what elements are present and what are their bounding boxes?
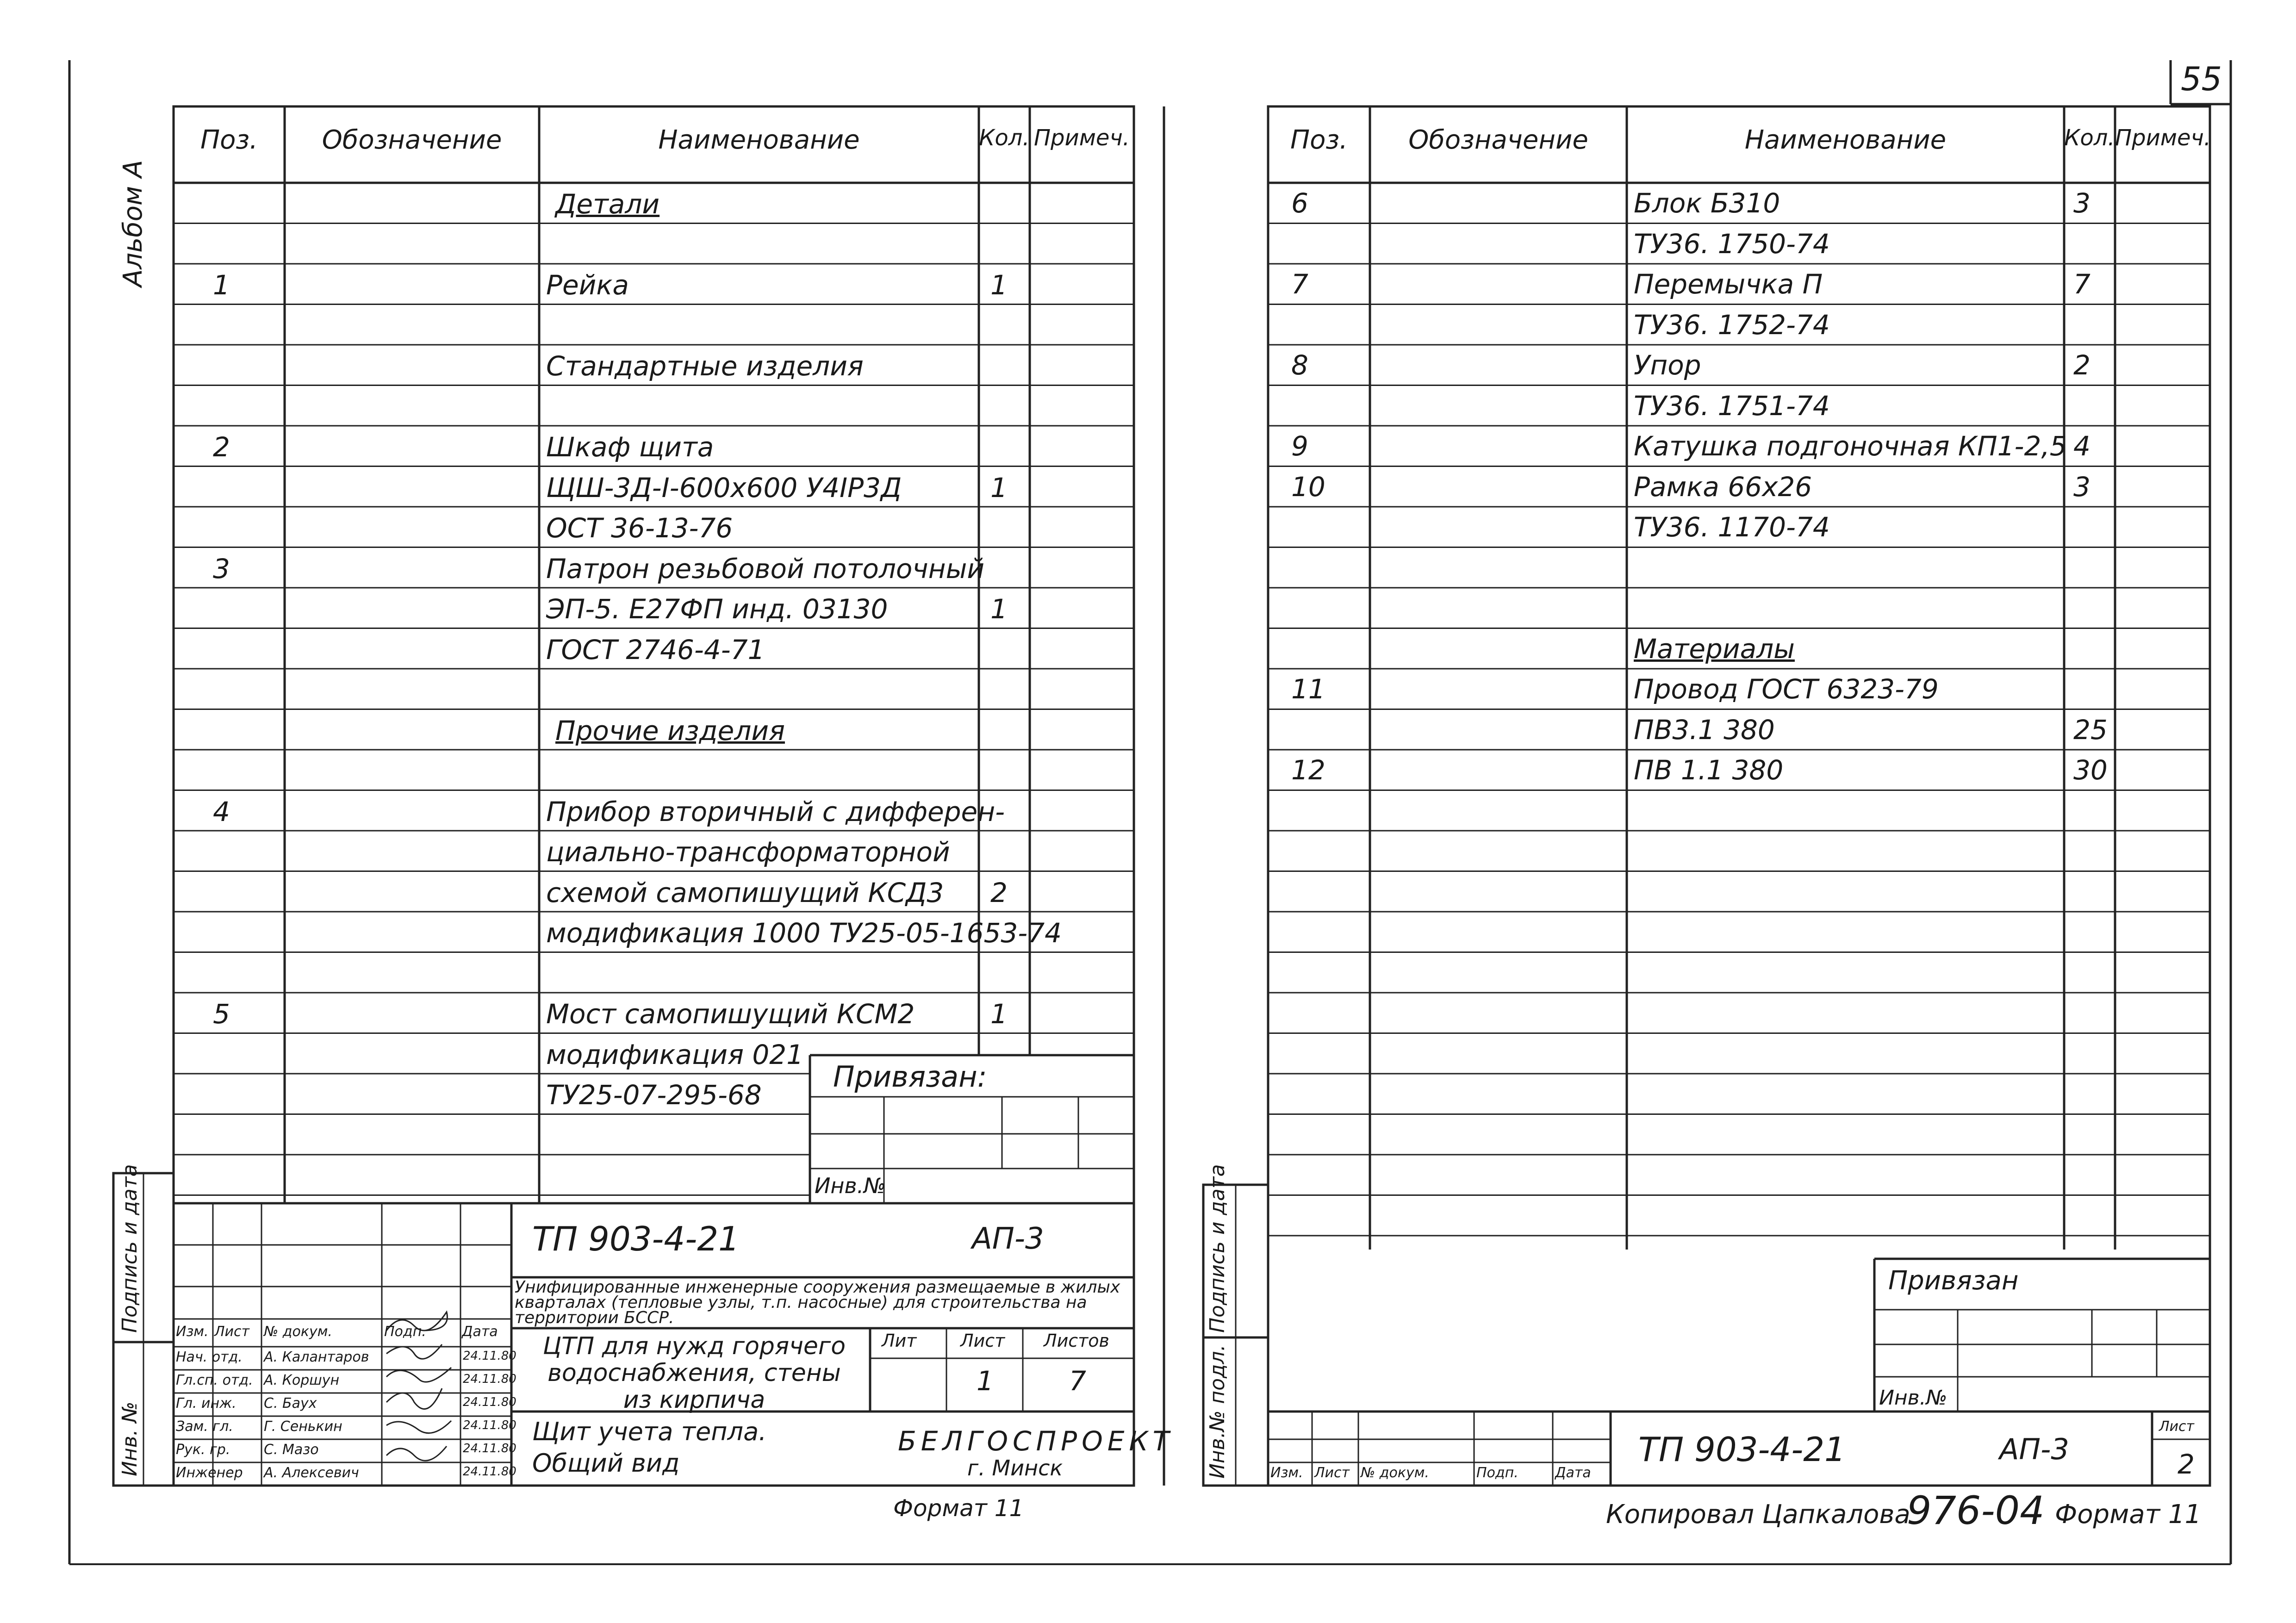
right-header-name: Наименование [1744,125,1947,155]
stamp-column-header: Лист [1314,1465,1350,1481]
left-stamp-city: г. Минск [967,1455,1063,1480]
table-row-qty: 2 [2073,349,2091,381]
right-side-label-signature: Подпись и дата [1206,1164,1229,1333]
table-row-name: Перемычка П [1634,268,1823,300]
table-row-name: ТУ36. 1751-74 [1634,390,1830,422]
right-privyazan-label: Привязан [1888,1266,2019,1296]
left-stamp-sheet-code: АП-3 [972,1222,1044,1256]
signer-role: Гл.сп. отд. [176,1372,253,1388]
table-row-pos: 10 [1291,471,1325,503]
left-header-designation: Обозначение [322,125,502,155]
left-stamp-drawing-title: Щит учета тепла. Общий вид [532,1417,767,1478]
stamp-column-header: Лист [214,1324,250,1340]
left-stamp-description: Унифицированные инженерные сооружения размещаемые в жилых кварталах (тепловые узлы, т.п. насосные) для строительства на территории БССР. [515,1278,1120,1327]
left-side-label-inv: Инв. № [118,1401,142,1476]
right-stamp-list-value: 2 [2178,1449,2195,1480]
table-row-pos: 5 [213,998,230,1030]
table-row-qty: 3 [2073,471,2091,503]
signer-date: 24.11.80 [463,1372,516,1386]
table-row-pos: 12 [1291,754,1325,786]
left-header-pos: Поз. [200,125,258,155]
table-row-name: ЩШ-3Д-I-600х600 У4IР3Д [546,472,902,504]
left-header-name: Наименование [658,125,860,155]
table-row-name: Провод ГОСТ 6323-79 [1634,673,1939,705]
table-row-pos: 2 [213,431,230,463]
table-row-name: ЭП-5. Е27ФП инд. 03130 [546,593,888,625]
signer-name: Г. Сенькин [264,1418,342,1435]
right-header-pos: Поз. [1290,125,1348,155]
table-row-name: Прибор вторичный с дифферен- [546,796,1005,827]
left-stamp-lit-label: Лит [882,1331,917,1351]
table-row-name: Патрон резьбовой потолочный [546,553,985,585]
table-row-name: Рамка 66х26 [1634,471,1812,503]
table-row-pos: 4 [213,796,230,827]
stamp-column-header: № докум. [1361,1465,1429,1481]
table-row-name: Шкаф щита [546,431,714,463]
stamp-column-header: Подп. [384,1324,426,1340]
table-row-pos: 7 [1291,268,1308,300]
table-row-name: ПВ 1.1 380 [1634,754,1784,786]
table-row-name: Катушка подгоночная КП1-2,5 [1634,430,2067,462]
signer-role: Нач. отд. [176,1349,243,1365]
table-row-qty: 1 [990,269,1008,301]
left-header-qty: Кол. [979,125,1030,151]
table-row-qty: 4 [2073,430,2091,462]
table-row-name: ОСТ 36-13-76 [546,512,733,544]
table-row-qty: 1 [990,593,1008,625]
right-header-note: Примеч. [2115,125,2211,151]
table-row-name: Материалы [1634,633,1795,665]
stamp-column-header: Изм. [176,1324,209,1340]
left-stamp-organization: БЕЛГОСПРОЕКТ [898,1425,1174,1457]
right-stamp-code: ТП 903-4-21 [1638,1430,1846,1469]
left-stamp-list-value: 1 [977,1365,994,1397]
stamp-column-header: Дата [1555,1465,1591,1481]
table-row-name: модификация 021 [546,1038,804,1070]
signer-date: 24.11.80 [463,1395,516,1409]
signer-date: 24.11.80 [463,1442,516,1455]
signer-name: С. Мазо [264,1442,319,1458]
table-row-name: ТУ36. 1170-74 [1634,511,1830,543]
signer-name: С. Баух [264,1395,317,1412]
table-row-name: ТУ25-07-295-68 [546,1079,762,1111]
table-row-name: Детали [555,188,660,220]
left-stamp-listov-value: 7 [1069,1365,1086,1397]
table-row-name: циально-трансформаторной [546,836,950,868]
stamp-column-header: № докум. [264,1324,332,1340]
right-stamp-list-label: Лист [2159,1418,2195,1435]
table-row-name: ПВ3.1 380 [1634,714,1775,746]
footer-left-format: Формат 11 [893,1495,1024,1522]
footer-copied-by: Копировал Цапкалова [1606,1499,1910,1530]
stamp-column-header: Подп. [1476,1465,1518,1481]
table-row-qty: 1 [990,472,1008,504]
left-header-note: Примеч. [1033,125,1130,151]
right-stamp-sheet-code: АП-3 [1999,1432,2069,1466]
signer-role: Инженер [176,1465,243,1481]
table-row-name: Прочие изделия [555,715,785,746]
signer-role: Зам. гл. [176,1418,233,1435]
left-inv-no-label: Инв.№ [815,1173,886,1198]
stamp-column-header: Дата [462,1324,498,1340]
signer-name: А. Калантаров [264,1349,369,1365]
table-row-pos: 9 [1291,430,1308,462]
table-row-qty: 30 [2073,754,2108,786]
left-stamp-list-label: Лист [960,1331,1005,1351]
table-row-name: схемой самопишущий КСД3 [546,877,944,908]
table-row-pos: 1 [213,269,230,301]
signer-role: Гл. инж. [176,1395,236,1412]
signer-name: А. Алексевич [264,1465,359,1481]
table-row-name: ТУ36. 1752-74 [1634,309,1830,341]
left-stamp-listov-label: Листов [1044,1331,1109,1351]
table-row-name: ГОСТ 2746-4-71 [546,634,765,665]
signer-role: Рук. гр. [176,1442,230,1458]
table-row-qty: 7 [2073,268,2091,300]
footer-right-format: Формат 11 [2055,1499,2202,1530]
signer-date: 24.11.80 [463,1418,516,1432]
table-row-qty: 3 [2073,187,2091,219]
sheet-number: 55 [2181,60,2222,98]
signer-name: А. Коршун [264,1372,340,1388]
table-row-pos: 3 [213,553,230,585]
table-row-name: Стандартные изделия [546,350,864,382]
table-row-name: Рейка [546,269,629,301]
left-side-label-signature: Подпись и дата [118,1164,142,1333]
signer-date: 24.11.80 [463,1465,516,1479]
right-side-label-inv: Инв.№ подл. [1206,1344,1229,1479]
table-row-qty: 2 [990,877,1008,908]
table-row-qty: 25 [2073,714,2108,746]
stamp-column-header: Изм. [1270,1465,1303,1481]
table-row-pos: 8 [1291,349,1308,381]
album-label: Альбом А [118,160,148,287]
table-row-name: Мост самопишущий КСМ2 [546,998,915,1030]
left-stamp-code: ТП 903-4-21 [532,1219,740,1258]
table-row-name: Упор [1634,349,1701,381]
right-header-designation: Обозначение [1408,125,1588,155]
table-row-pos: 6 [1291,187,1308,219]
table-row-name: ТУ36. 1750-74 [1634,228,1830,260]
signer-date: 24.11.80 [463,1349,516,1363]
right-inv-no-label: Инв.№ [1879,1386,1948,1410]
table-row-qty: 1 [990,998,1008,1030]
footer-order-number: 976-04 [1907,1488,2045,1533]
table-row-name: модификация 1000 ТУ25-05-1653-74 [546,917,1062,949]
left-stamp-project-title: ЦТП для нужд горячего водоснабжения, стены из кирпича [542,1332,846,1414]
table-row-pos: 11 [1291,673,1325,705]
table-row-name: Блок Б310 [1634,187,1780,219]
left-privyazan-label: Привязан: [833,1060,987,1094]
right-header-qty: Кол. [2064,125,2115,151]
